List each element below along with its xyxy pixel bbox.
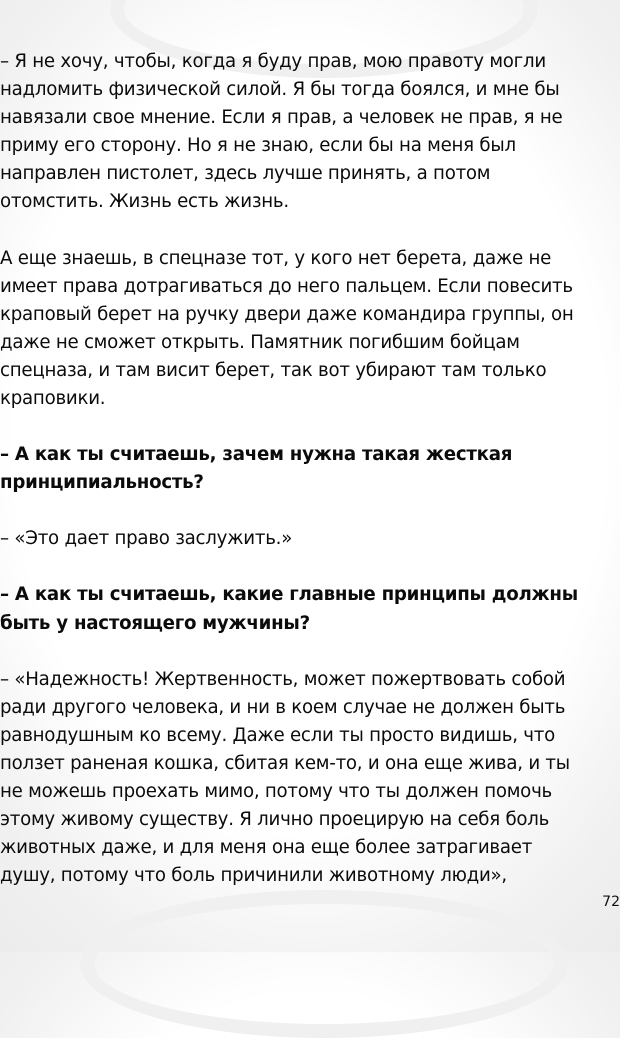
text-line: приму его сторону. Но я не знаю, если бы на меня был [0,135,516,157]
text-line: спецназа, и там висит берет, так вот убирают там только [0,359,547,381]
text-line: – «Это дает право заслужить.» [0,528,293,550]
text-line: – А как ты считаешь, какие главные принципы должны [0,584,578,606]
text-line: душу, потому что боль причинили животному люди», [0,865,507,887]
text-line: краповики. [0,388,106,410]
text-line: принципиальность? [0,472,204,494]
question-man-principles [0,581,614,637]
text-line: – А как ты считаешь, зачем нужна такая жесткая [0,444,513,466]
text-line: А еще знаешь, в спецназе тот, у кого нет берета, даже не [0,247,552,269]
question-strictness [0,441,614,497]
page-text [0,48,614,918]
text-line: даже не сможет открыть. Памятник погибшим бойцам [0,331,520,353]
text-line: равнодушным ко всему. Даже если ты просто видишь, что [0,724,556,746]
paragraph-answer-principles [0,48,614,217]
text-line: не можешь проехать мимо, потому что ты должен помочь [0,780,553,802]
text-line: животных даже, и для меня она еще более затрагивает [0,837,533,859]
text-line: надломить физической силой. Я бы тогда боялся, и мне бы [0,79,560,101]
paragraph-beret [0,245,614,414]
text-line: навязали свое мнение. Если я прав, а человек не прав, я не [0,107,563,129]
text-line: быть у настоящего мужчины? [0,612,310,634]
text-line: этому живому существу. Я лично проецирую на себя боль [0,809,550,831]
text-line: направлен пистолет, здесь лучше принять, а потом [0,163,491,185]
text-line: – «Надежность! Жертвенность, может пожертвовать собой [0,668,566,690]
text-line: краповый берет на ручку двери даже командира группы, он [0,303,574,325]
answer-earn-right [0,525,614,553]
text-line: ползет раненая кошка, сбитая кем-то, и она еще жива, и ты [0,752,570,774]
answer-reliability [0,666,614,891]
text-line: отомстить. Жизнь есть жизнь. [0,191,289,213]
text-line: – Я не хочу, чтобы, когда я буду прав, мою правоту могли [0,51,546,72]
text-line: имеет права дотрагиваться до него пальцем. Если повесить [0,275,573,297]
page-number: 72 [602,894,620,910]
text-line: ради другого человека, и ни в коем случае не должен быть [0,696,566,718]
